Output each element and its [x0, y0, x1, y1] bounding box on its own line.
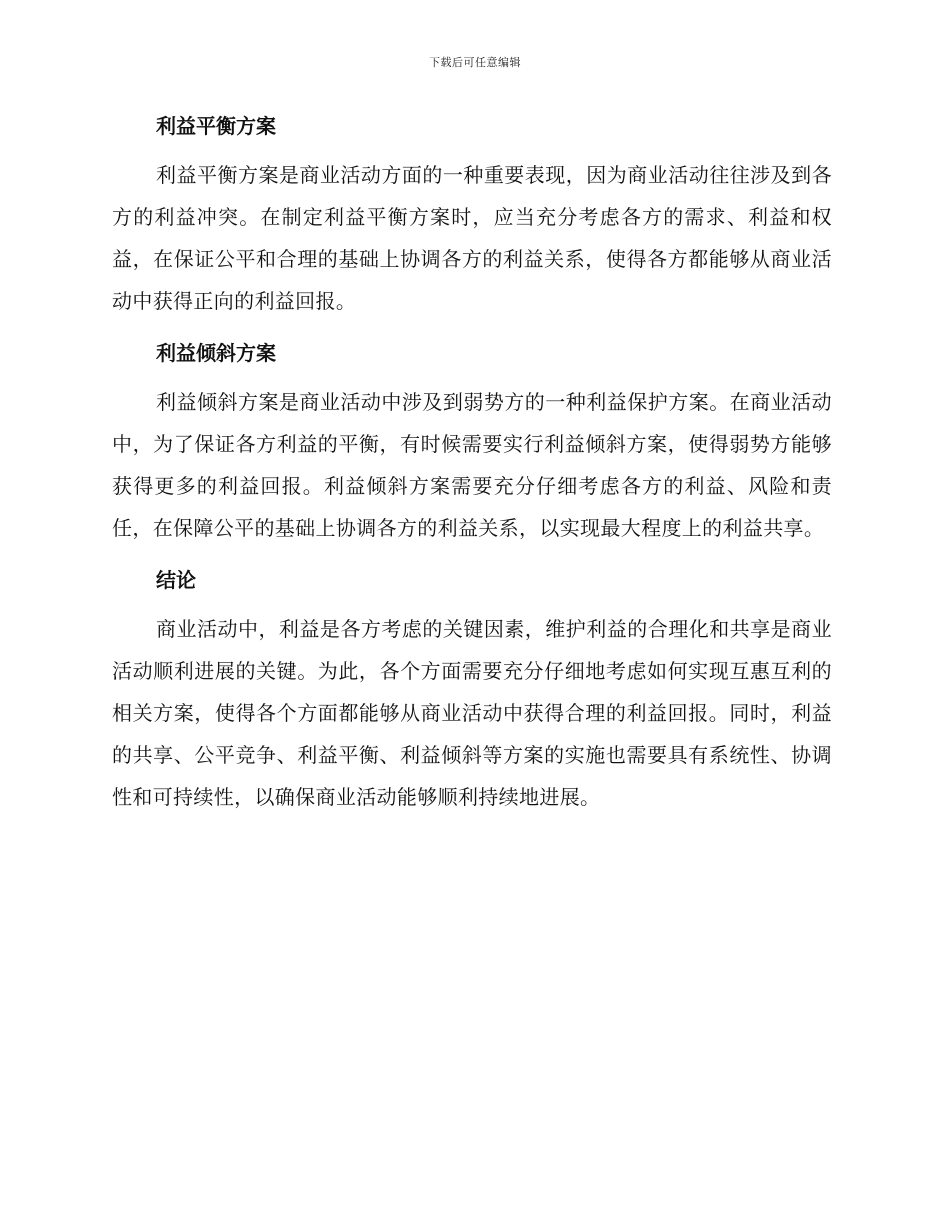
page-header: 下载后可任意编辑	[429, 56, 521, 69]
section-tilt-plan	[112, 331, 832, 549]
section-conclusion	[112, 558, 832, 818]
section-balance-plan	[112, 104, 832, 322]
section-heading: 结论	[156, 568, 196, 592]
section-heading: 利益倾斜方案	[156, 341, 276, 365]
section-paragraph: 商业活动中，利益是各方考虑的关键因素，维护利益的合理化和共享是商业活动顺利进展的关键。为此，各个方面需要充分仔细地考虑如何实现互惠互利的相关方案，使得各个方面都能够从商业活动中获得合理的利益回报。同时，利益的共享、公平竞争、利益平衡、利益倾斜等方案的实施也需要具有系统性、协调性和可持续性，以确保商业活动能够顺利持续地进展。	[112, 617, 832, 809]
document-body	[112, 104, 832, 827]
section-heading: 利益平衡方案	[156, 114, 276, 138]
section-paragraph: 利益倾斜方案是商业活动中涉及到弱势方的一种利益保护方案。在商业活动中，为了保证各方利益的平衡，有时候需要实行利益倾斜方案，使得弱势方能够获得更多的利益回报。利益倾斜方案需要充分仔细考虑各方的利益、风险和责任，在保障公平的基础上协调各方的利益关系，以实现最大程度上的利益共享。	[112, 390, 832, 540]
section-paragraph: 利益平衡方案是商业活动方面的一种重要表现，因为商业活动往往涉及到各方的利益冲突。在制定利益平衡方案时，应当充分考虑各方的需求、利益和权益，在保证公平和合理的基础上协调各方的利益关系，使得各方都能够从商业活动中获得正向的利益回报。	[112, 163, 832, 313]
